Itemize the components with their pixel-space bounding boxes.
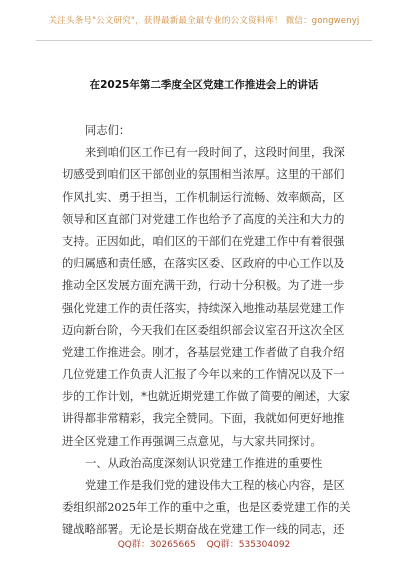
footer: [0, 537, 408, 550]
body-line: 来到咱们区工作已有一段时间了，这段时间里，我深: [85, 146, 345, 160]
qq-group-1: QQ群：30265665: [117, 540, 196, 550]
header-note: 关注头条号"公文研究"，获得最新最全最专业的公文资料库！ 微信：gongwenyj: [48, 16, 360, 26]
body-line: 迈向新台阶，今天我们在区委组织部会议室召开这次全区: [62, 323, 345, 337]
body-line: 领导和区直部门对党建工作也给予了高度的关注和大力的: [62, 212, 345, 226]
body-line: 的归属感和责任感，在落实区委、区政府的中心工作以及: [62, 257, 345, 271]
body-line: 几位党建工作负责人汇报了今年以来的工作情况以及下一: [62, 368, 345, 382]
header-divider: [36, 40, 372, 41]
speech-body: [62, 120, 358, 542]
body-line: 切感受到咱们区干部创业的氛围相当浓厚。这里的干部们: [62, 168, 345, 182]
body-line: 委组织部2025年工作的重中之重，也是区委党建工作的关: [62, 501, 351, 515]
body-line: 党建工作是我们党的建设伟大工程的核心内容，是区: [85, 479, 345, 492]
salutation: 同志们：: [85, 124, 131, 137]
body-line: 党建工作推进会。刚才，各基层党建工作者做了自我介绍: [62, 345, 345, 359]
body-line: 强化党建工作的责任落实，持续深入地推动基层党建工作: [62, 301, 345, 315]
document-title: 在2025年第二季度全区党建工作推进会上的讲话: [89, 79, 319, 91]
body-line: 键战略部署。无论是长期奋战在党建工作一线的同志，还: [62, 523, 345, 537]
body-line: 讲得都非常精彩，我完全赞同。下面，我就如何更好地推: [62, 412, 345, 426]
section-heading: 一、从政治高度深刻认识党建工作推进的重要性: [85, 456, 323, 470]
body-line: 推动全区发展方面充满干劲，行动十分积极。为了进一步: [62, 279, 345, 293]
body-line: 进全区党建工作再强调三点意见，与大家共同探讨。: [62, 434, 322, 448]
body-line: 作风扎实、勇于担当，工作机制运行流畅、效率颇高，区: [62, 190, 345, 204]
body-line: 支持。正因如此，咱们区的干部们在党建工作中有着很强: [62, 234, 345, 248]
body-line: 步的工作计划，*也就近期党建工作做了简要的阐述，大家: [62, 390, 351, 404]
qq-group-2: QQ群：535304092: [206, 540, 291, 550]
